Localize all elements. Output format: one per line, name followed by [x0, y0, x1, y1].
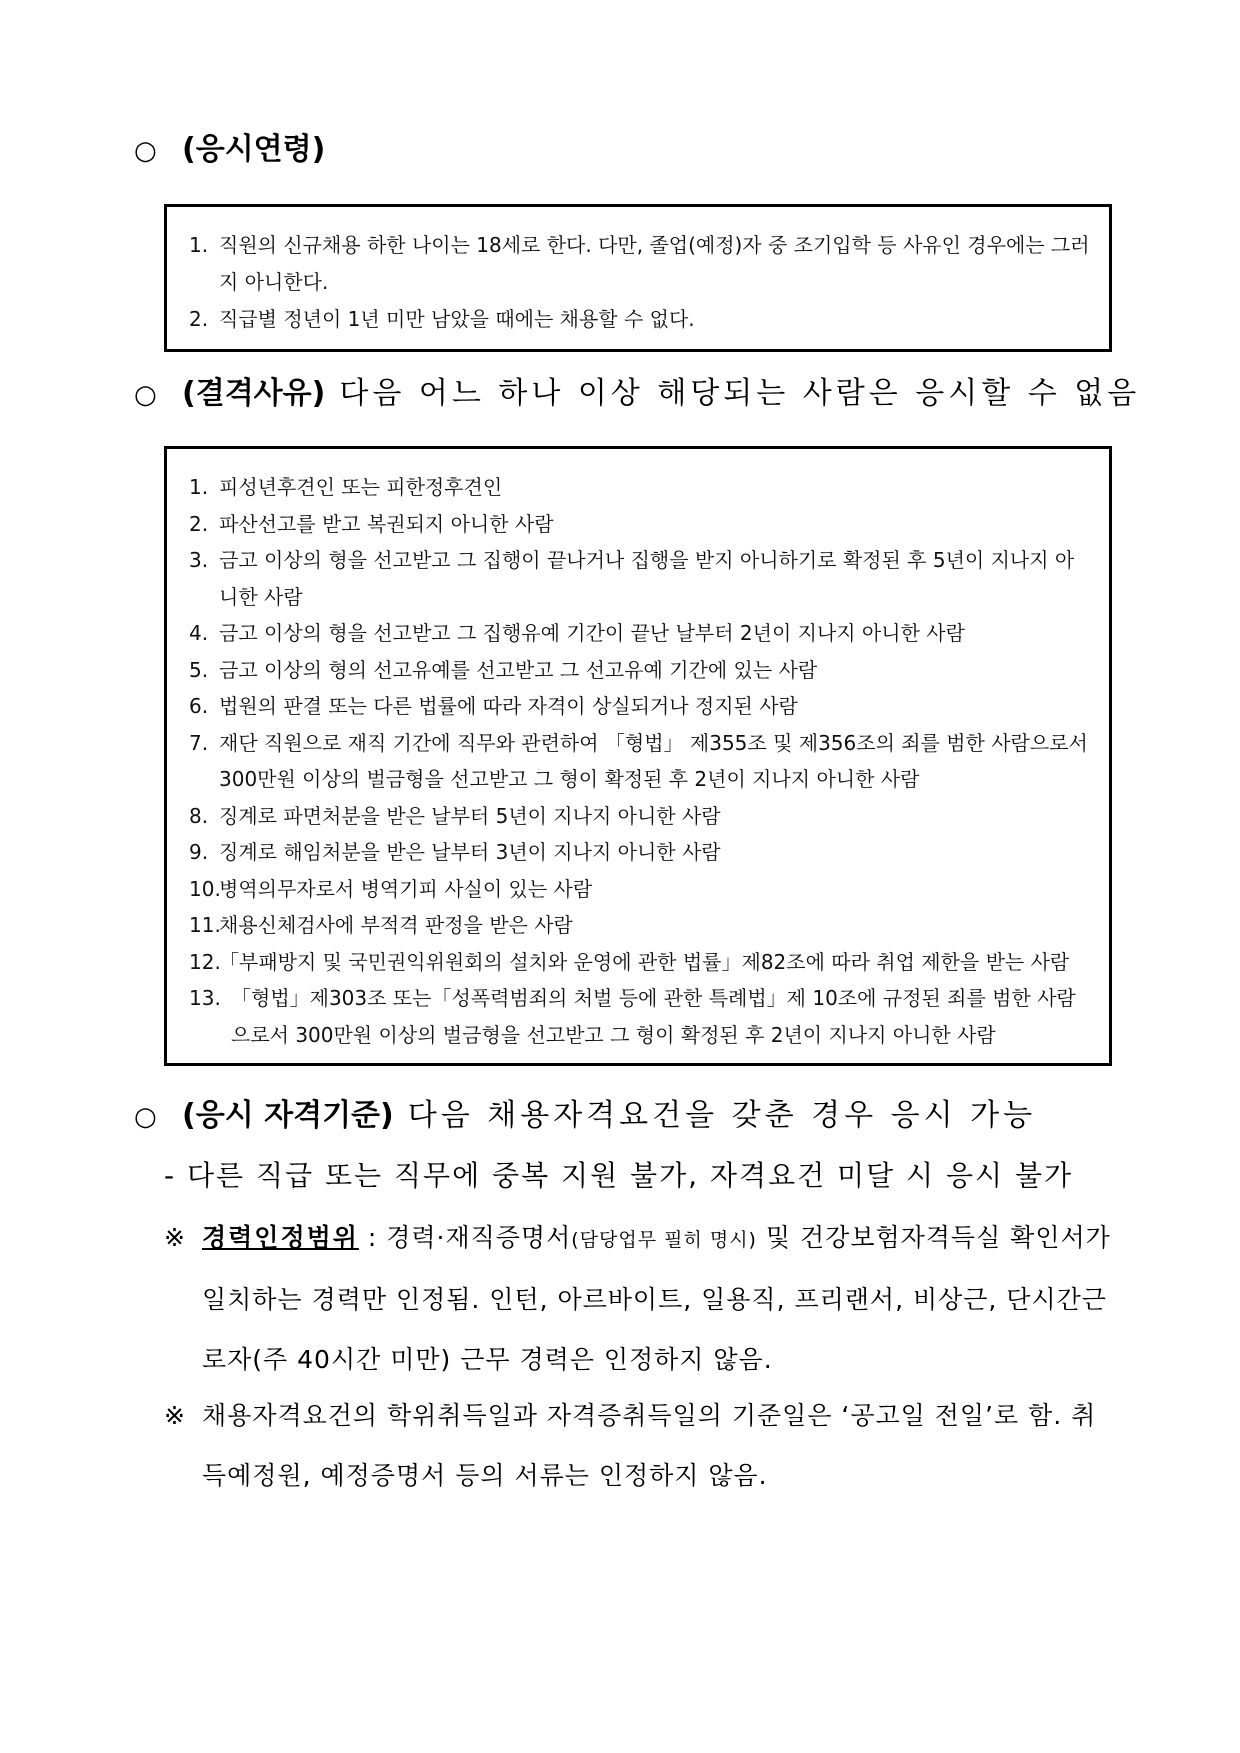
item-text: 직원의 신규채용 하한 나이는 18세로 한다. 다만, 졸업(예정)자 중 조기입학 등 사유인 경우에는 그러지 아니한다.: [219, 233, 1090, 294]
list-item: [189, 944, 1091, 981]
item-text: 징계로 파면처분을 받은 날부터 5년이 지나지 아니한 사람: [219, 803, 721, 828]
date-criteria-note: [164, 1386, 1112, 1506]
qualification-section-description: 다음 채용자격요건을 갖춘 경우 응시 가능: [407, 1098, 1037, 1133]
item-number: 2.: [189, 307, 209, 331]
item-text: 「형법」제303조 또는「성폭력범죄의 처벌 등에 관한 특례법」제 10조에 규정된 죄를 범한 사람으로서 300만원 이상의 벌금형을 선고받고 그 형이 확정된 후 2년이 지나지 아니한 사람: [231, 986, 1076, 1047]
reference-mark-icon: ※: [164, 1223, 186, 1252]
disqualification-section-description: 다음 어느 하나 이상 해당되는 사람은 응시할 수 없음: [339, 376, 1141, 411]
item-number: 12.: [189, 949, 221, 974]
item-number: 2.: [189, 511, 209, 536]
item-text: 금고 이상의 형의 선고유예를 선고받고 그 선고유예 기간에 있는 사람: [219, 657, 818, 682]
item-text: 금고 이상의 형을 선고받고 그 집행유예 기간이 끝난 날부터 2년이 지나지 아니한 사람: [219, 621, 965, 645]
list-item: [189, 615, 1091, 652]
item-text: 금고 이상의 형을 선고받고 그 집행이 끝나거나 집행을 받지 아니하기로 확정된 후 5년이 지나지 아니한 사람: [219, 548, 1075, 609]
note-body: 채용자격요건의 학위취득일과 자격증취득일의 기준일은 ‘공고일 전일’로 함. 취득예정원, 예정증명서 등의 서류는 인정하지 않음.: [202, 1401, 1097, 1490]
disqualification-rules-box: [164, 446, 1112, 1066]
age-section-label: (응시연령): [182, 132, 326, 167]
disqualification-rules-list: [189, 469, 1091, 1053]
item-text: 채용신체검사에 부적격 판정을 받은 사람: [219, 913, 573, 937]
age-section-heading: [134, 130, 325, 171]
list-item: [189, 227, 1091, 301]
disqualification-section-label: (결격사유): [182, 376, 326, 411]
list-item: [189, 871, 1091, 908]
item-number: 9.: [189, 840, 209, 864]
item-number: 8.: [189, 803, 209, 828]
item-number: 4.: [189, 621, 209, 645]
list-item: [189, 834, 1091, 871]
list-item: [189, 907, 1091, 944]
age-rules-list: [189, 227, 1091, 338]
circle-bullet-icon: ○: [134, 136, 157, 166]
item-text: 법원의 판결 또는 다른 법률에 따라 자격이 상실되거나 정지된 사람: [219, 694, 798, 718]
note-text-b: 및 건강보험자격득실 확인서가 일치하는 경력만 인정됨. 인턴, 아르바이트, 일용직, 프리랜서, 비상근, 단시간근로자(주 40시간 미만) 근무 경력은 인정하지 않음.: [202, 1223, 1111, 1374]
item-number: 6.: [189, 694, 209, 718]
item-text: 징계로 해임처분을 받은 날부터 3년이 지나지 아니한 사람: [219, 840, 721, 864]
list-item: [189, 980, 1091, 1053]
item-text: 재단 직원으로 재직 기간에 직무와 관련하여 「형법」 제355조 및 제356조의 죄를 범한 사람으로서 300만원 이상의 벌금형을 선고받고 그 형이 확정된 후 2년이 지나지 아니한 사람: [219, 730, 1088, 791]
list-item: [189, 542, 1091, 615]
note-body: [164, 1208, 1112, 1390]
item-text: 「부패방지 및 국민권익위원회의 설치와 운영에 관한 법률」제82조에 따라 취업 제한을 받는 사람: [219, 949, 1070, 974]
item-number: 1.: [189, 233, 209, 257]
career-recognition-keyword: 경력인정범위: [202, 1223, 359, 1252]
list-item: [189, 652, 1091, 689]
note-text-a: 경력·재직증명서: [386, 1223, 572, 1252]
list-item: [189, 725, 1091, 798]
list-item: [189, 688, 1091, 725]
item-number: 3.: [189, 548, 209, 572]
circle-bullet-icon: ○: [134, 380, 157, 410]
note-small-text: (담당업무 필히 명시): [571, 1229, 757, 1251]
reference-mark-icon: ※: [164, 1401, 186, 1430]
list-item: [189, 506, 1091, 543]
qualification-section-label: (응시 자격기준): [182, 1098, 394, 1133]
item-number: 10.: [189, 876, 221, 901]
item-number: 11.: [189, 913, 221, 937]
item-text: 파산선고를 받고 복권되지 아니한 사람: [219, 511, 554, 536]
item-number: 7.: [189, 730, 209, 755]
qualification-subnote: - 다른 직급 또는 직무에 중복 지원 불가, 자격요건 미달 시 응시 불가: [164, 1159, 1074, 1192]
circle-bullet-icon: ○: [134, 1102, 157, 1132]
item-text: 피성년후견인 또는 피한정후견인: [219, 475, 503, 499]
note-colon: :: [358, 1223, 387, 1252]
item-number: 1.: [189, 475, 209, 499]
age-rules-box: [164, 204, 1112, 352]
item-number: 5.: [189, 657, 209, 682]
career-recognition-note: [164, 1208, 1112, 1390]
qualification-section-heading: [134, 1096, 1036, 1137]
item-number: 13.: [189, 986, 221, 1010]
list-item: [189, 798, 1091, 835]
list-item: [189, 469, 1091, 506]
item-text: 병역의무자로서 병역기피 사실이 있는 사람: [219, 876, 593, 901]
item-text: 직급별 정년이 1년 미만 남았을 때에는 채용할 수 없다.: [219, 307, 695, 331]
disqualification-section-heading: [134, 374, 1140, 415]
list-item: [189, 301, 1091, 338]
